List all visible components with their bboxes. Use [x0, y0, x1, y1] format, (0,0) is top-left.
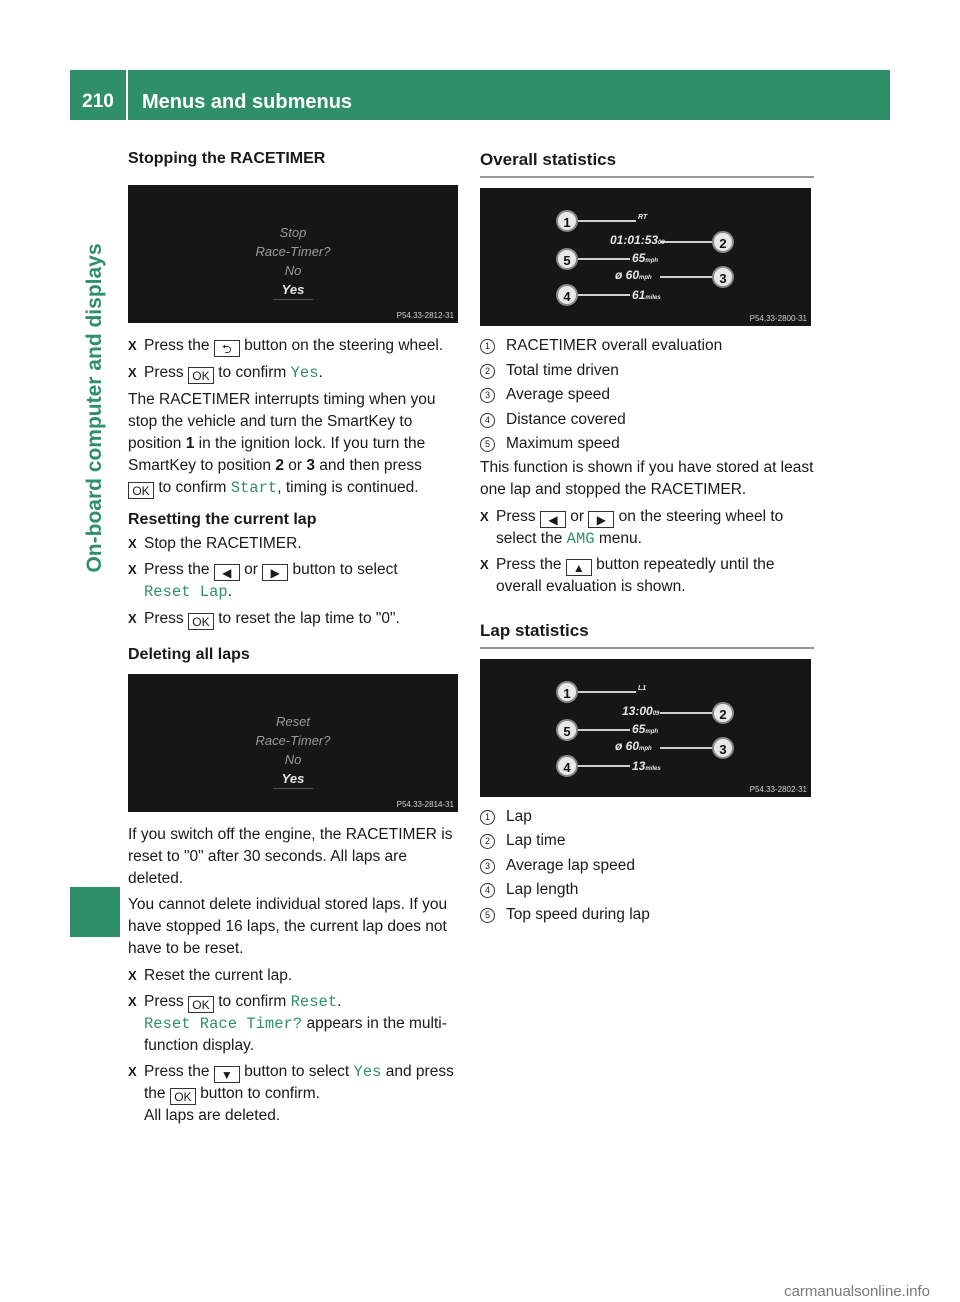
legend-item: 4 Distance covered [480, 408, 814, 433]
ok-button-icon: OK [188, 613, 214, 630]
back-button-icon: ⮌ [214, 340, 240, 357]
section-heading-deleting: Deleting all laps [128, 646, 250, 663]
stat-time: 13:0009 [622, 703, 660, 718]
callout-line [578, 729, 630, 731]
step-confirm-yes: X Press OK to confirm Yes. [128, 364, 323, 383]
stat-label-top: RT [638, 214, 648, 221]
right-arrow-icon: ▶ [588, 511, 614, 528]
callout-4: 4 [556, 284, 578, 306]
step-confirm-reset: X Press OK to confirm Reset. Reset Race Timer? appears in the multi-function display. [128, 993, 447, 1054]
stat-max-speed: 65mph [632, 721, 659, 736]
step-arrow-icon: X [128, 562, 137, 577]
section-heading-resetting: Resetting the current lap [128, 511, 317, 528]
stat-label-top: L1 [638, 684, 647, 692]
legend-item: 3 Average lap speed [480, 854, 814, 879]
stat-max-speed: 65mph [632, 251, 659, 265]
ok-button-icon: OK [188, 367, 214, 384]
callout-2: 2 [712, 702, 734, 724]
paragraph-function-shown: This function is shown if you have stored at least one lap and stopped the RACETIMER. [480, 458, 814, 498]
callout-line [660, 241, 712, 243]
screen-line-no: No [284, 263, 302, 278]
image-code: P54.33-2814-31 [396, 800, 454, 809]
screen-line-race-timer: Race-Timer? [255, 733, 331, 748]
selection-underline [273, 299, 313, 300]
step-select-amg: X Press ◀ or ▶ on the steering wheel to select the AMG menu. [480, 507, 784, 548]
step-reset-current-lap: X Reset the current lap. [128, 965, 462, 987]
step-select-yes: X Press the ▼ button to select Yes and press the OK button to confirm. All laps are deleted. [128, 1063, 454, 1124]
step-stop-racetimer: X Stop the RACETIMER. [128, 533, 462, 555]
callout-4: 4 [556, 755, 578, 777]
stat-distance: 61miles [632, 288, 661, 302]
image-code: P54.33-2800-31 [749, 314, 807, 323]
left-arrow-icon: ◀ [214, 564, 240, 581]
selection-underline [273, 788, 313, 789]
step-select-reset-lap: X Press the ◀ or ▶ button to select Reset Lap. [128, 561, 398, 601]
legend-item: 4 Lap length [480, 878, 814, 903]
step-arrow-icon: X [480, 556, 489, 572]
down-arrow-icon: ▼ [214, 1066, 240, 1083]
screen-line-yes: Yes [281, 771, 305, 786]
step-arrow-icon: X [128, 1064, 137, 1079]
step-arrow-icon: X [128, 536, 137, 551]
callout-line [578, 765, 630, 767]
callout-2: 2 [712, 231, 734, 253]
step-arrow-icon: X [128, 338, 137, 353]
lap-statistics-screen [480, 659, 811, 797]
callout-1: 1 [556, 210, 578, 232]
ok-button-icon: OK [128, 482, 154, 499]
up-arrow-icon: ▲ [566, 559, 592, 576]
right-arrow-icon: ▶ [262, 564, 288, 581]
stat-avg-speed: ø 60mph [615, 268, 652, 282]
screen-line-no: No [284, 752, 302, 767]
legend-item: 2 Total time driven [480, 359, 814, 384]
callout-line [660, 276, 712, 278]
screen-line-race-timer: Race-Timer? [255, 244, 331, 259]
stop-racetimer-screen [128, 185, 458, 323]
callout-line [578, 294, 630, 296]
callout-line [578, 258, 630, 260]
side-tab-marker [70, 887, 120, 937]
header-divider [126, 70, 128, 120]
callout-line [660, 712, 712, 714]
section-heading-stopping: Stopping the RACETIMER [128, 150, 326, 167]
section-heading-overall: Overall statistics [480, 150, 814, 178]
legend-item: 1 Lap [480, 805, 814, 830]
callout-5: 5 [556, 248, 578, 270]
legend-item: 5 Maximum speed [480, 432, 814, 457]
paragraph-interrupts: The RACETIMER interrupts timing when you stop the vehicle and turn the SmartKey to position 1 in the ignition lock. If you turn the SmartKey to position 2 or 3 and then press OK to confirm Start, timing is continued. [128, 391, 436, 498]
step-arrow-icon: X [128, 611, 137, 626]
step-arrow-icon: X [480, 508, 489, 524]
stat-distance: 13miles [632, 758, 661, 773]
page-title: Menus and submenus [142, 91, 353, 113]
callout-line [660, 747, 712, 749]
image-code: P54.33-2812-31 [396, 311, 454, 320]
step-arrow-icon: X [128, 365, 137, 380]
step-press-back: X Press the ⮌ button on the steering wheel. [128, 337, 444, 356]
legend-item: 3 Average speed [480, 383, 814, 408]
callout-3: 3 [712, 737, 734, 759]
ok-button-icon: OK [188, 996, 214, 1013]
left-column [128, 150, 462, 1127]
step-arrow-icon: X [128, 968, 137, 983]
step-arrow-icon: X [128, 994, 137, 1009]
callout-line [578, 691, 636, 693]
legend-item: 1 RACETIMER overall evaluation [480, 334, 814, 359]
step-press-up: X Press the ▲ button repeatedly until the overall evaluation is shown. [480, 555, 775, 595]
left-arrow-icon: ◀ [540, 511, 566, 528]
screen-line-yes: Yes [281, 282, 305, 297]
paragraph-engine-off: If you switch off the engine, the RACETIMER is reset to "0" after 30 seconds. All laps are deleted. [128, 826, 453, 887]
ok-button-icon: OK [170, 1088, 196, 1105]
image-code: P54.33-2802-31 [749, 784, 807, 794]
paragraph-cannot-delete: You cannot delete individual stored laps. If you have stopped 16 laps, the current lap does not have to be reset. [128, 896, 448, 957]
callout-1: 1 [556, 681, 578, 703]
reset-racetimer-screen [128, 674, 458, 812]
stat-time: 01:01:5309 [610, 233, 665, 247]
stat-avg-speed: ø 60mph [615, 738, 652, 753]
side-tab-label: On-board computer and displays [83, 243, 106, 573]
callout-3: 3 [712, 266, 734, 288]
screen-line-reset: Reset [276, 714, 310, 729]
page-number: 210 [82, 91, 114, 112]
section-heading-lap: Lap statistics [480, 621, 814, 649]
legend-item: 2 Lap time [480, 829, 814, 854]
step-reset-lap-time: X Press OK to reset the lap time to "0". [128, 610, 400, 629]
callout-line [578, 220, 636, 222]
overall-statistics-screen [480, 188, 811, 326]
legend-item: 5 Top speed during lap [480, 903, 814, 928]
screen-line-stop: Stop [279, 225, 307, 240]
callout-5: 5 [556, 719, 578, 741]
watermark: carmanualsonline.info [784, 1283, 930, 1300]
right-column [480, 150, 814, 927]
